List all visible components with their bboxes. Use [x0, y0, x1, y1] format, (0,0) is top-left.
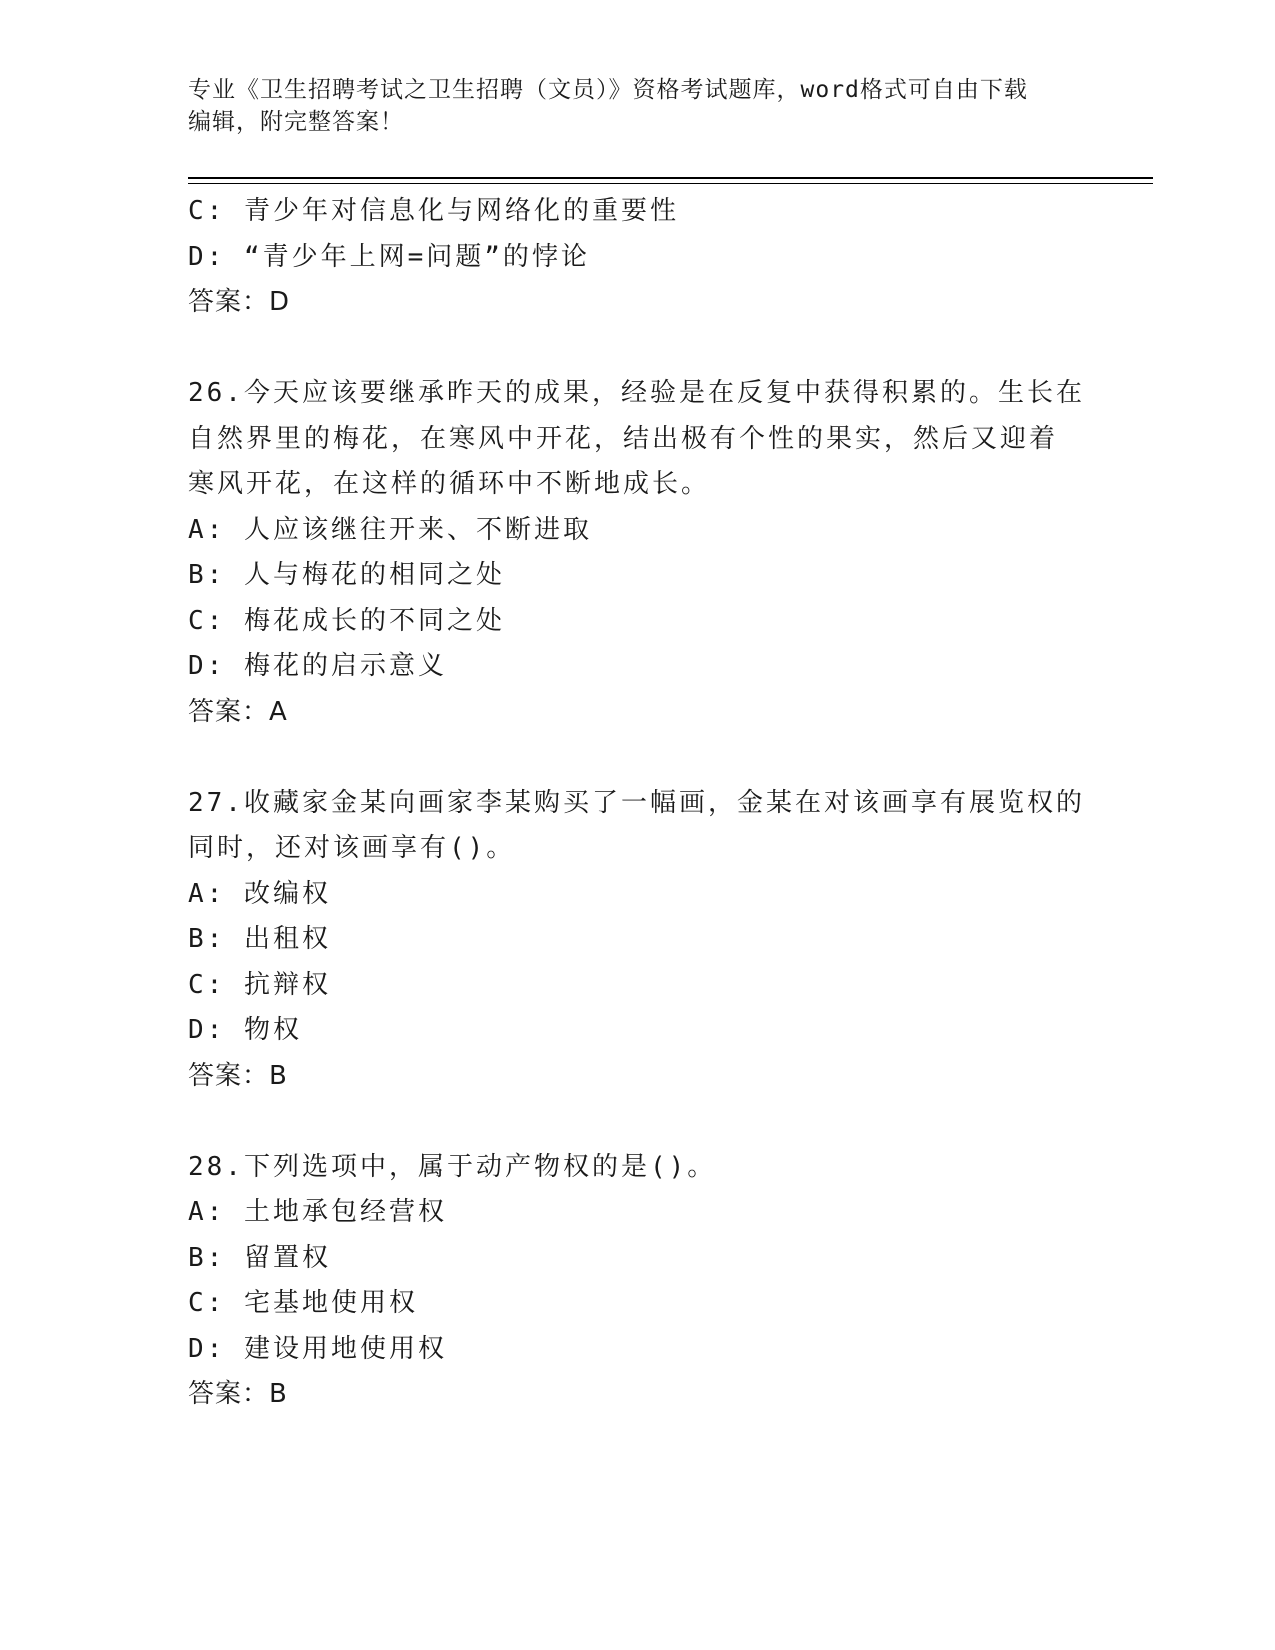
question-block: [188, 371, 1088, 735]
option-d: D: 建设用地使用权: [188, 1333, 447, 1364]
option-c: C: 宅基地使用权: [188, 1288, 418, 1318]
answer-label: 答案：A: [188, 696, 288, 727]
question-text: 27.收藏家金某向画家李某购买了一幅画，金某在对该画享有展览权的: [188, 787, 1085, 818]
page-header: [188, 74, 1068, 138]
question-block: [188, 1145, 1088, 1418]
option-c: C: 梅花成长的不同之处: [188, 605, 505, 636]
header-divider-thick: [188, 177, 1153, 179]
option-a: A: 人应该继往开来、不断进取: [188, 514, 592, 545]
question-list: [188, 189, 1088, 1418]
option-b: B: 出租权: [188, 924, 331, 954]
question-text: 自然界里的梅花，在寒风中开花，结出极有个性的果实，然后又迎着: [188, 423, 1059, 454]
question-block: [188, 781, 1088, 1100]
option-c: C: 抗辩权: [188, 969, 331, 1000]
answer-label: 答案：B: [188, 1060, 288, 1091]
question-text: 同时，还对该画享有()。: [188, 833, 516, 863]
answer-label: 答案：D: [188, 287, 291, 317]
option-d: D: “青少年上网=问题”的悖论: [188, 241, 590, 272]
option-b: B: 人与梅花的相同之处: [188, 560, 505, 590]
header-line-1: 专业《卫生招聘考试之卫生招聘（文员）》资格考试题库，word格式可自由下载: [188, 77, 1028, 103]
header-line-2: 编辑，附完整答案！: [188, 109, 404, 135]
question-text: 寒风开花，在这样的循环中不断地成长。: [188, 469, 711, 499]
option-d: D: 梅花的启示意义: [188, 651, 447, 681]
answer-label: 答案：B: [188, 1379, 288, 1409]
option-a: A: 改编权: [188, 878, 331, 909]
option-d: D: 物权: [188, 1015, 302, 1045]
question-text: 28.下列选项中，属于动产物权的是()。: [188, 1151, 717, 1182]
option-b: B: 留置权: [188, 1242, 331, 1273]
question-block: [188, 189, 1088, 326]
header-divider-thin: [188, 183, 1153, 184]
option-a: A: 土地承包经营权: [188, 1197, 447, 1227]
question-text: 26.今天应该要继承昨天的成果，经验是在反复中获得积累的。生长在: [188, 378, 1085, 408]
option-c: C: 青少年对信息化与网络化的重要性: [188, 196, 679, 226]
